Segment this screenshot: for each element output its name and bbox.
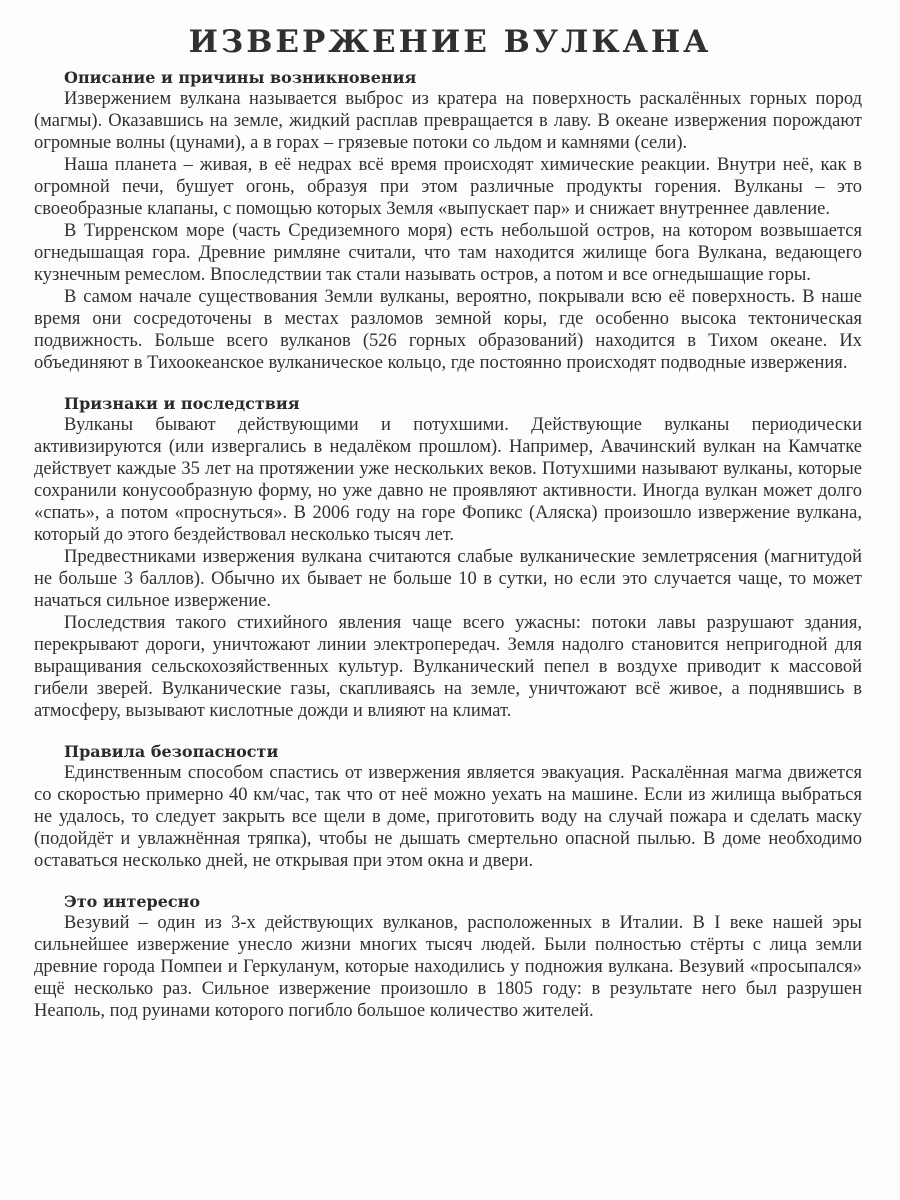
section-heading: Признаки и последствия <box>64 394 300 413</box>
section-spacer <box>34 374 862 394</box>
section-spacer <box>34 722 862 742</box>
section-description <box>34 68 862 374</box>
section-heading: Описание и причины возникновения <box>64 68 417 87</box>
paragraph: Наша планета – живая, в её недрах всё время происходят химические реакции. Внутри неё, как в огромной печи, бушует огонь, образуя при этом различные продукты горения. Вулканы – это своеобразные клапаны, с помощью которых Земля «выпускает пар» и снижает внутреннее давление. <box>34 155 862 219</box>
section-interesting <box>34 892 862 1022</box>
paragraph: Вулканы бывают действующими и потухшими. Действующие вулканы периодически активизируются (или извергались в недалёком прошлом). Например, Авачинский вулкан на Камчатке действует каждые 35 лет на протяжении уже нескольких веков. Потухшими называют вулканы, которые сохранили конусообразную форму, но уже давно не проявляют активности. Иногда вулкан может долго «спать», а потом «проснуться». В 2006 году на горе Фопикс (Аляска) произошло извержение вулкана, который до этого бездействовал несколько тысяч лет. <box>34 415 862 545</box>
paragraph: Предвестниками извержения вулкана считаются слабые вулканические землетрясения (магнитудой не больше 3 баллов). Обычно их бывает не больше 10 в сутки, но если это случается чаще, то может начаться сильное извержение. <box>34 547 862 611</box>
section-signs <box>34 394 862 722</box>
section-spacer <box>34 872 862 892</box>
paragraph: Извержением вулкана называется выброс из кратера на поверхность раскалённых горных пород (магмы). Оказавшись на земле, жидкий расплав превращается в лаву. В океане извержения порождают огромные волны (цунами), а в горах – грязевые потоки со льдом и камнями (сели). <box>34 89 862 153</box>
paragraph: Единственным способом спастись от извержения является эвакуация. Раскалённая магма движется со скоростью примерно 40 км/час, так что от неё можно уехать на машине. Если из жилища выбраться не удалось, то следует закрыть все щели в доме, приготовить воду на случай пожара и сделать маску (подойдёт и увлажнённая тряпка), чтобы не дышать смертельно опасной пылью. В доме необходимо оставаться несколько дней, не открывая при этом окна и двери. <box>34 763 862 871</box>
document-body <box>34 68 862 1022</box>
paragraph: Везувий – один из 3-х действующих вулканов, расположенных в Италии. В I веке нашей эры сильнейшее извержение унесло жизни многих тысяч людей. Были полностью стёрты с лица земли древние города Помпеи и Геркуланум, которые находились у подножия вулкана. Везувий «просыпался» ещё несколько раз. Сильное извержение произошло в 1805 году: в результате него был разрушен Неаполь, под руинами которого погибло большое количество жителей. <box>34 913 862 1021</box>
page-title: ИЗВЕРЖЕНИЕ ВУЛКАНА <box>188 24 712 60</box>
section-heading: Правила безопасности <box>64 742 279 761</box>
paragraph: В самом начале существования Земли вулканы, вероятно, покрывали всю её поверхность. В наше время они сосредоточены в местах разломов земной коры, где особенно высока тектоническая подвижность. Больше всего вулканов (526 горных образований) находится в Тихом океане. Их объединяют в Тихоокеанское вулканическое кольцо, где постоянно происходят подводные извержения. <box>34 287 862 373</box>
paragraph: Последствия такого стихийного явления чаще всего ужасны: потоки лавы разрушают здания, перекрывают дороги, уничтожают линии электропередач. Земля надолго становится непригодной для выращивания сельскохозяйственных культур. Вулканический пепел в воздухе приводит к массовой гибели зверей. Вулканические газы, скапливаясь на земле, уничтожают всё живое, а поднявшись в атмосферу, вызывают кислотные дожди и влияют на климат. <box>34 613 862 721</box>
paragraph: В Тирренском море (часть Средиземного моря) есть небольшой остров, на котором возвышается огнедышащая гора. Древние римляне считали, что там находится жилище бога Вулкана, ведающего кузнечным ремеслом. Впоследствии так стали называть остров, а потом и все огнедышащие горы. <box>34 221 862 285</box>
section-safety <box>34 742 862 872</box>
section-heading: Это интересно <box>64 892 201 911</box>
